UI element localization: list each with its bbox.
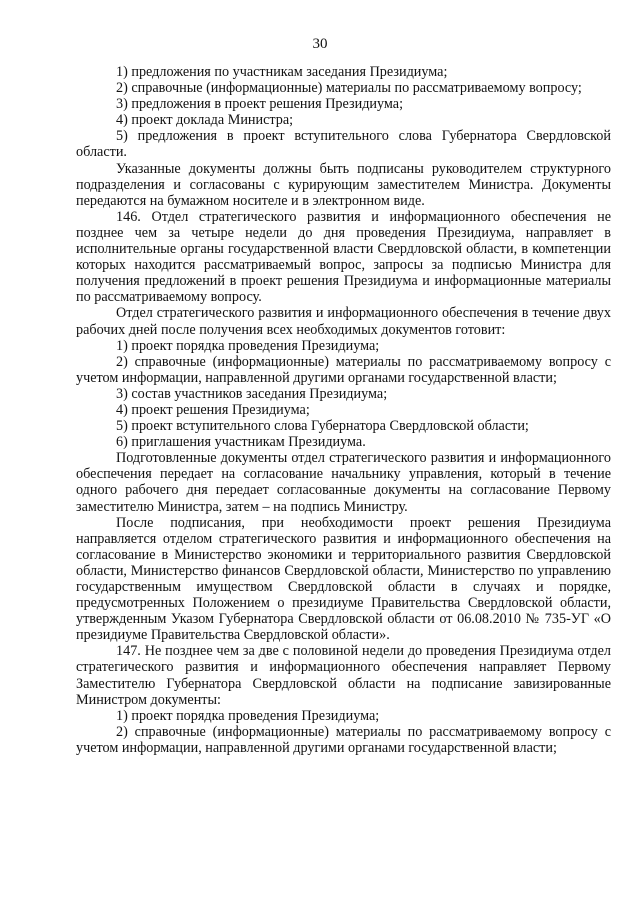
document-body xyxy=(76,64,611,756)
page-number: 30 xyxy=(312,36,328,52)
paragraph: 2) справочные (информационные) материалы по рассматриваемому вопросу; xyxy=(116,80,582,97)
paragraph: 6) приглашения участникам Президиума. xyxy=(116,434,366,451)
paragraph: Указанные документы должны быть подписаны руководителем структурного подразделения и согласованы с курирующим заместителем Министра. Документы передаются на бумажном носителе и в электронном виде. xyxy=(76,160,611,209)
paragraph: 3) предложения в проект решения Президиума; xyxy=(116,96,404,113)
paragraph: 2) справочные (информационные) материалы по рассматриваемому вопросу с учетом информации, направленной другими органами государственной власти; xyxy=(76,723,611,756)
paragraph: Отдел стратегического развития и информационного обеспечения в течение двух рабочих дней после получения всех необходимых документов готовит: xyxy=(76,305,611,338)
paragraph: 1) предложения по участникам заседания Президиума; xyxy=(116,64,448,80)
paragraph: 5) предложения в проект вступительного слова Губернатора Свердловской области. xyxy=(76,128,611,161)
paragraph: 4) проект доклада Министра; xyxy=(116,112,294,129)
paragraph: 147. Не позднее чем за две с половиной недели до проведения Президиума отдел стратегического развития и информационного обеспечения направляет Первому Заместителю Губернатора Свердловской области на подписание завизированные Министром документы: xyxy=(76,643,611,708)
paragraph: Подготовленные документы отдел стратегического развития и информационного обеспечения передает на согласование начальнику управления, который в течение одного рабочего дня передает согласованные документы на согласование Первому заместителю Министра, затем – на подпись Министру. xyxy=(76,450,611,515)
paragraph: 1) проект порядка проведения Президиума; xyxy=(116,707,380,724)
paragraph: 5) проект вступительного слова Губернатора Свердловской области; xyxy=(116,418,529,435)
paragraph: 146. Отдел стратегического развития и информационного обеспечения не позднее чем за четыре недели до дня проведения Президиума, направляет в исполнительные органы государственной власти Свердловской области, в компетенции которых находится рассматриваемый вопрос, запросы за подписью Министра для получения предложений в проект решения Президиума и информационные материалы по рассматриваемому вопросу. xyxy=(76,208,611,306)
paragraph: 1) проект порядка проведения Президиума; xyxy=(116,337,380,354)
paragraph: 4) проект решения Президиума; xyxy=(116,401,310,418)
paragraph: После подписания, при необходимости проект решения Президиума направляется отделом стратегического развития и информационного обеспечения на согласование в Министерство экономики и территориального развития Свердловской области, Министерство финансов Свердловской области, Министерство по управлению государственным имуществом Свердловской области в случаях и порядке, предусмотренных Положением о президиуме Правительства Свердловской области, утвержденным Указом Губернатора Свердловской области от 06.08.2010 № 735-УГ «О президиуме Правительства Свердловской области». xyxy=(76,514,611,644)
paragraph: 2) справочные (информационные) материалы по рассматриваемому вопросу с учетом информации, направленной другими органами государственной власти; xyxy=(76,353,611,386)
paragraph: 3) состав участников заседания Президиума; xyxy=(116,385,388,402)
